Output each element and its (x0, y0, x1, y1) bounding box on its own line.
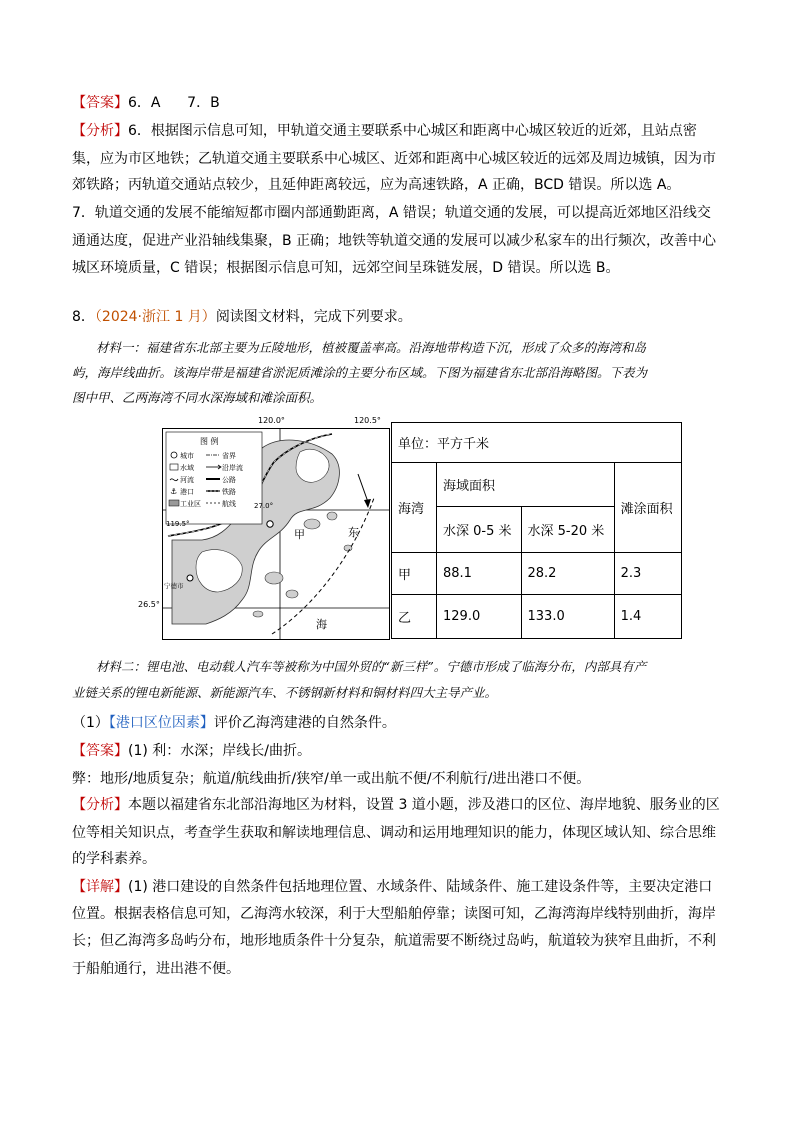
table-cell-d2: 133.0 (521, 595, 614, 639)
label-ningde: 宁德市 (164, 582, 184, 590)
question-8-heading (72, 308, 722, 326)
analysis-line-3: 郊铁路；丙轨道交通站点较少，且延伸距离较远，应为高速铁路，A 正确，BCD 错误。所以选 A。 (72, 177, 681, 193)
sub-detail-line-3: 长；但乙海湾多岛屿分布，地形地质条件十分复杂，航道需要不断绕过岛屿，航道较为狭窄且曲折，不利 (72, 933, 716, 949)
sub-analysis-text: 本题以福建省东北部沿海地区为材料，设置 3 道小题，涉及港口的区位、海岸地貌、服务业的区 (128, 797, 720, 813)
lon-1205-label: 120.5° (354, 416, 381, 425)
lon-120-label: 120.0° (258, 416, 285, 425)
legend-city: 城市 (180, 452, 194, 460)
table-cell-bay: 乙 (392, 595, 437, 639)
table-row (392, 595, 682, 639)
legend-road: 公路 (222, 476, 236, 484)
sub-tag: 【港口区位因素】 (108, 715, 214, 731)
analysis-line-1 (72, 122, 722, 140)
sub-analysis-line-1 (72, 796, 722, 814)
legend-river: 河流 (180, 476, 194, 484)
analysis-line-5: 通通达度，促进产业沿轴线集聚，B 正确；地铁等轨道交通的发展可以减少私家车的出行频次，改善中心 (72, 233, 717, 249)
lat-27-label: 27.0° (254, 502, 274, 510)
legend-port: 港口 (180, 488, 194, 496)
sub-answer-line-1 (72, 742, 722, 760)
label-jia: 甲 (294, 528, 305, 541)
answer-tag: 【答案】 (72, 95, 128, 111)
table-cell-tidal: 1.4 (614, 595, 681, 639)
table-unit: 单位：平方千米 (392, 423, 682, 463)
analysis-text: 6．根据图示信息可知，甲轨道交通主要联系中心城区和距离中心城区较近的近郊，且站点密 (128, 123, 697, 139)
analysis-line-2: 集，应为市区地铁；乙轨道交通主要联系中心城区、近郊和距离中心城区较近的远郊及周边城镇，因为市 (72, 151, 716, 167)
sub-detail-line-4: 于船舶通行，进出港不便。 (72, 961, 240, 977)
material2-line-1: 材料二：锂电池、电动载人汽车等被称为中国外贸的“新三样”。宁德市形成了临海分布，内部具有产 (96, 659, 647, 674)
lat-265-label: 26.5° (138, 600, 160, 609)
table-cell-tidal: 2.3 (614, 553, 681, 595)
legend-province-border: 省界 (222, 452, 236, 460)
legend-industry: 工业区 (180, 500, 201, 508)
sub-analysis-line-3: 的学科素养。 (72, 851, 156, 867)
sub-detail-line-1 (72, 878, 722, 896)
legend-title: 图 例 (200, 437, 219, 446)
answer-line (72, 94, 722, 112)
sub-detail-line-2: 位置。根据表格信息可知，乙海湾水较深，利于大型船舶停靠；读图可知，乙海湾海岸线特别曲折，海岸 (72, 906, 716, 922)
material1-line-2: 屿，海岸线曲折。该海岸带是福建省淤泥质滩涂的主要分布区域。下图为福建省东北部沿海略图。下表为 (72, 365, 648, 380)
analysis-tag: 【分析】 (72, 123, 128, 139)
table-header-bay: 海湾 (392, 463, 437, 553)
table-header-depth-5-20: 水深 5-20 米 (521, 507, 614, 553)
table-header-sea-area: 海域面积 (437, 463, 615, 507)
sub-analysis-tag: 【分析】 (72, 797, 128, 813)
svg-text:⚓: ⚓ (170, 487, 178, 496)
legend-water: 水域 (180, 464, 194, 472)
coastal-map (162, 428, 390, 640)
sub-answer-text: (1) 利：水深；岸线长/曲折。 (128, 743, 311, 759)
table-cell-d1: 129.0 (437, 595, 522, 639)
table-cell-d1: 88.1 (437, 553, 522, 595)
sub-detail-text: (1) 港口建设的自然条件包括地理位置、水域条件、陆域条件、施工建设条件等，主要决定港口 (128, 879, 713, 895)
table-header-depth-0-5: 水深 0-5 米 (437, 507, 522, 553)
sub-number: （1） (72, 715, 109, 731)
material1-line-3: 图中甲、乙两海湾不同水深海域和滩涂面积。 (72, 390, 323, 405)
sub-answer-tag: 【答案】 (72, 743, 128, 759)
analysis-line-6: 城区环境质量，C 错误；根据图示信息可知，远郊空间呈珠链发展，D 错误。所以选 B。 (72, 260, 620, 276)
question-prompt: 阅读图文材料，完成下列要求。 (215, 309, 412, 325)
question-number: 8． (72, 309, 95, 325)
table-cell-bay: 甲 (392, 553, 437, 595)
label-hai: 海 (316, 618, 327, 631)
question-source: （2024·浙江 1 月） (94, 309, 216, 325)
legend-current: 沿岸流 (222, 464, 243, 472)
figure (138, 416, 682, 642)
sub-answer-line-2: 弊：地形/地质复杂；航道/航线曲折/狭窄/单一或出航不便/不利航行/进出港口不便。 (72, 771, 591, 787)
map-svg (162, 428, 390, 640)
lon-1195-label: 119.5° (166, 520, 190, 528)
sub-text: 评价乙海湾建港的自然条件。 (213, 715, 396, 731)
label-dong: 东 (348, 526, 359, 539)
sub-detail-tag: 【详解】 (72, 879, 128, 895)
table-cell-d2: 28.2 (521, 553, 614, 595)
analysis-line-4: 7．轨道交通的发展不能缩短都市圈内部通勤距离，A 错误；轨道交通的发展，可以提高近郊地区沿线交 (72, 205, 711, 221)
area-table (391, 422, 682, 639)
sub-analysis-line-2: 位等相关知识点，考查学生获取和解读地理信息、调动和运用地理知识的能力，体现区域认知、综合思维 (72, 825, 716, 841)
legend-route: 航线 (222, 500, 236, 508)
material1-line-1: 材料一：福建省东北部主要为丘陵地形，植被覆盖率高。沿海地带构造下沉，形成了众多的海湾和岛 (96, 340, 647, 355)
legend-rail: 铁路 (222, 488, 236, 496)
table-header-tidal: 滩涂面积 (614, 463, 681, 553)
material2-line-2: 业链关系的锂电新能源、新能源汽车、不锈钢新材料和铜材料四大主导产业。 (72, 685, 498, 700)
sub-question-1 (72, 714, 722, 732)
table-row (392, 553, 682, 595)
answer-text: 6．A 7．B (128, 95, 220, 111)
